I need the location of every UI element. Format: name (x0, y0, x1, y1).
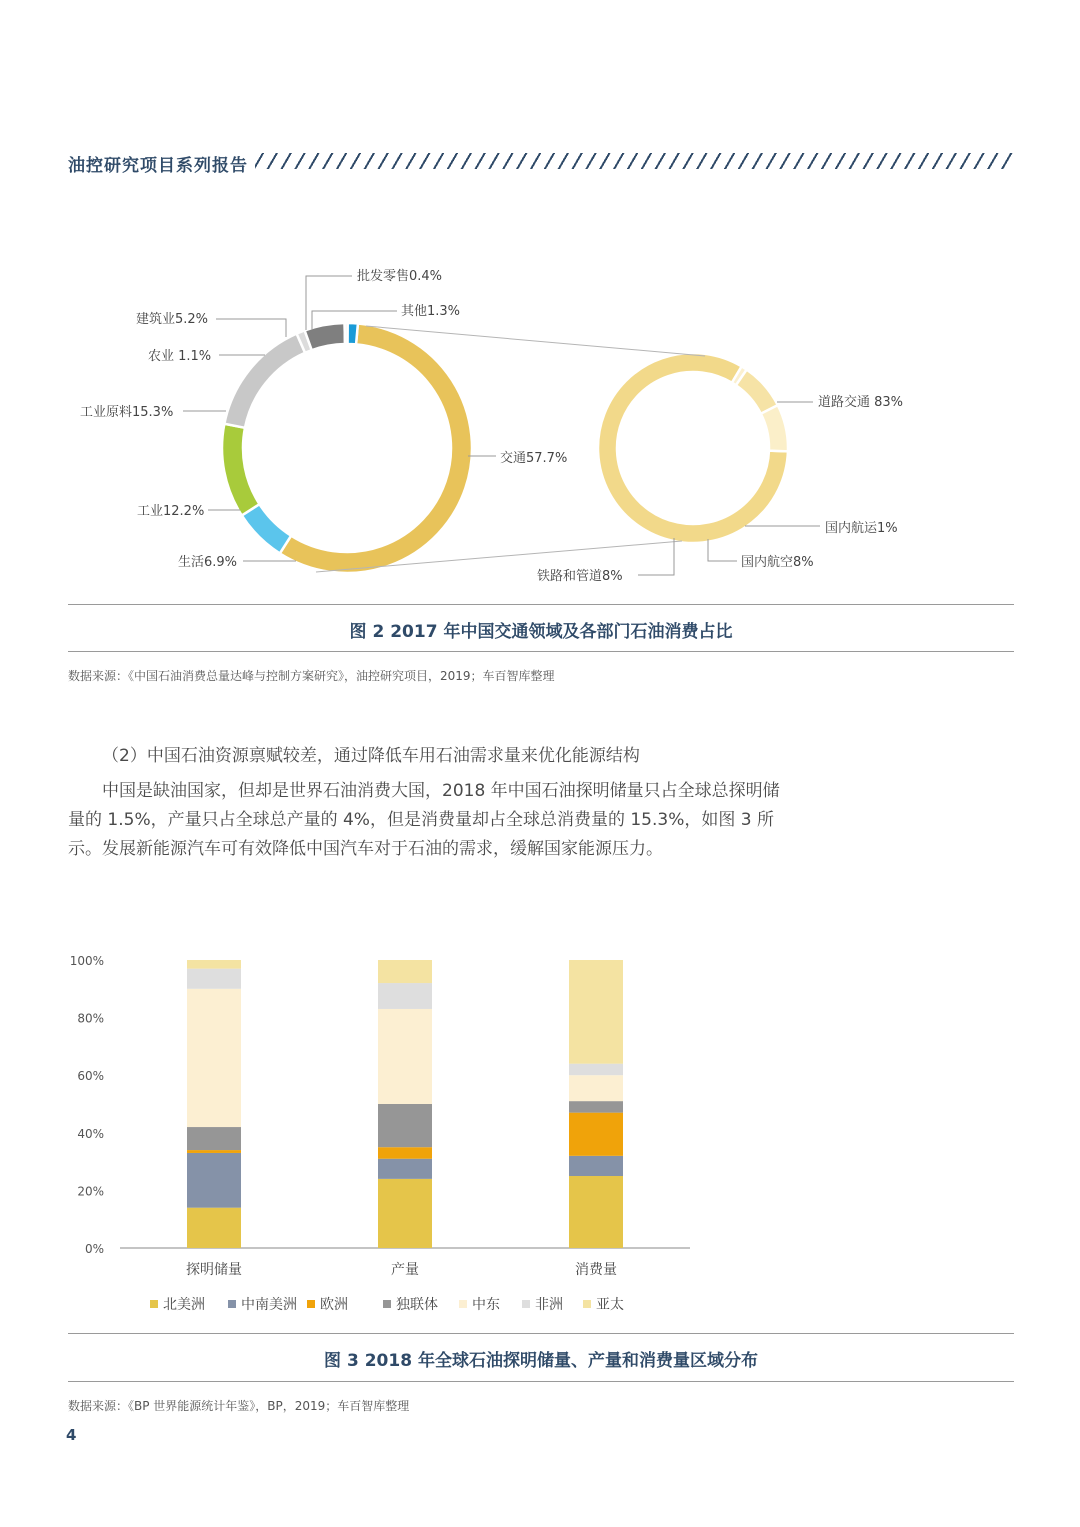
header-hatch-decoration (255, 153, 1015, 169)
y-tick-label: 80% (77, 1011, 104, 1026)
figure2-caption: 图 2 2017 年中国交通领域及各部门石油消费占比 (349, 622, 733, 642)
main-slice-0 (280, 323, 472, 573)
figure2-top-rule (68, 604, 1014, 605)
figure2-bottom-rule (68, 651, 1014, 652)
legend-swatch-2 (307, 1300, 315, 1308)
bar-segment-2-4 (569, 1075, 623, 1101)
donut-label-9: 国内航运1% (825, 521, 898, 536)
legend-swatch-4 (459, 1300, 467, 1308)
bar-stacks (187, 960, 623, 1248)
x-category-label: 探明储量 (186, 1262, 242, 1278)
legend-label-4: 中东 (472, 1297, 500, 1313)
legend-label-6: 亚太 (596, 1297, 624, 1313)
y-tick-label: 100% (69, 954, 104, 968)
bar-segment-1-1 (378, 1159, 432, 1179)
bar-legend (150, 1296, 624, 1313)
figure3-source: 数据来源：《BP 世界能源统计年鉴》，BP，2019；车百智库整理 (68, 1399, 410, 1413)
legend-swatch-6 (583, 1300, 591, 1308)
figure3-top-rule (68, 1333, 1014, 1334)
bar-segment-0-5 (187, 969, 241, 989)
bar-segment-0-4 (187, 989, 241, 1127)
bar-segment-2-2 (569, 1113, 623, 1156)
figure2-donut-charts (0, 250, 1080, 590)
x-category-label: 产量 (391, 1262, 419, 1278)
sub-slice-3 (761, 405, 788, 451)
bar-segment-2-3 (569, 1101, 623, 1113)
donut-label-3: 工业原料15.3% (80, 405, 174, 420)
y-tick-label: 40% (77, 1126, 104, 1141)
bar-segment-2-1 (569, 1156, 623, 1176)
legend-label-5: 非洲 (535, 1297, 563, 1313)
donut-leader-line-10 (708, 539, 737, 561)
section-text (68, 742, 788, 864)
section-body: 中国是缺油国家，但却是世界石油消费大国，2018 年中国石油探明储量只占全球总探明储量的 1.5%，产量只占全球总产量的 4%，但是消费量却占全球总消费量的 15.3%，如图 3 所示。发展新能源汽车可有效降低中国汽车对于石油的需求，缓解国家能源压力。 (68, 781, 780, 859)
main-slice-5 (305, 323, 345, 350)
bar-segment-0-3 (187, 1127, 241, 1150)
figure3-stacked-bar-chart (0, 940, 1080, 1325)
donut-main (222, 323, 472, 573)
figure3-bottom-rule (68, 1381, 1014, 1382)
legend-swatch-1 (228, 1300, 236, 1308)
legend-label-1: 中南美洲 (241, 1297, 297, 1313)
figure3-caption: 图 3 2018 年全球石油探明储量、产量和消费量区域分布 (324, 1351, 758, 1371)
legend-label-3: 独联体 (396, 1297, 438, 1313)
bar-segment-1-0 (378, 1179, 432, 1248)
donut-leader-line-5 (216, 319, 286, 337)
report-series-title: 油控研究项目系列报告 (68, 156, 248, 176)
bar-segment-1-2 (378, 1147, 432, 1159)
legend-swatch-3 (383, 1300, 391, 1308)
bar-segment-0-2 (187, 1150, 241, 1153)
legend-swatch-0 (150, 1300, 158, 1308)
donut-label-4: 农业 1.1% (148, 349, 212, 364)
donut-label-5: 建筑业5.2% (136, 312, 209, 327)
bar-segment-1-5 (378, 983, 432, 1009)
donut-label-10: 国内航空8% (741, 555, 814, 570)
bar-segment-0-0 (187, 1208, 241, 1248)
page-number: 4 (66, 1426, 77, 1444)
bar-segment-2-6 (569, 960, 623, 1064)
donut-label-8: 道路交通 83% (818, 395, 904, 410)
bar-segment-0-1 (187, 1153, 241, 1208)
donut-label-7: 其他1.3% (401, 304, 461, 319)
legend-label-0: 北美洲 (163, 1297, 205, 1313)
bar-segment-1-4 (378, 1009, 432, 1104)
bar-segment-2-5 (569, 1064, 623, 1076)
y-tick-label: 60% (77, 1069, 104, 1084)
figure2-source: 数据来源：《中国石油消费总量达峰与控制方案研究》，油控研究项目，2019；车百智库整理 (68, 669, 555, 683)
y-tick-label: 0% (84, 1242, 104, 1256)
y-tick-label: 20% (77, 1184, 104, 1199)
legend-swatch-5 (522, 1300, 530, 1308)
donut-label-0: 交通57.7% (500, 451, 568, 466)
bar-segment-1-3 (378, 1104, 432, 1147)
donut-sub (598, 353, 788, 543)
main-slice-3 (224, 334, 305, 428)
bar-segment-0-6 (187, 960, 241, 969)
donut-label-1: 生活6.9% (178, 555, 238, 570)
bar-segment-1-6 (378, 960, 432, 983)
donut-label-6: 批发零售0.4% (357, 269, 443, 284)
section-heading: （2）中国石油资源禀赋较差，通过降低车用石油需求量来优化能源结构 (102, 746, 640, 766)
bar-segment-2-0 (569, 1176, 623, 1248)
x-category-label: 消费量 (575, 1262, 617, 1278)
main-slice-7 (348, 323, 358, 344)
legend-label-2: 欧洲 (320, 1297, 348, 1313)
donut-label-11: 铁路和管道8% (537, 569, 623, 584)
donut-label-2: 工业12.2% (137, 504, 205, 519)
main-slice-2 (222, 424, 259, 516)
